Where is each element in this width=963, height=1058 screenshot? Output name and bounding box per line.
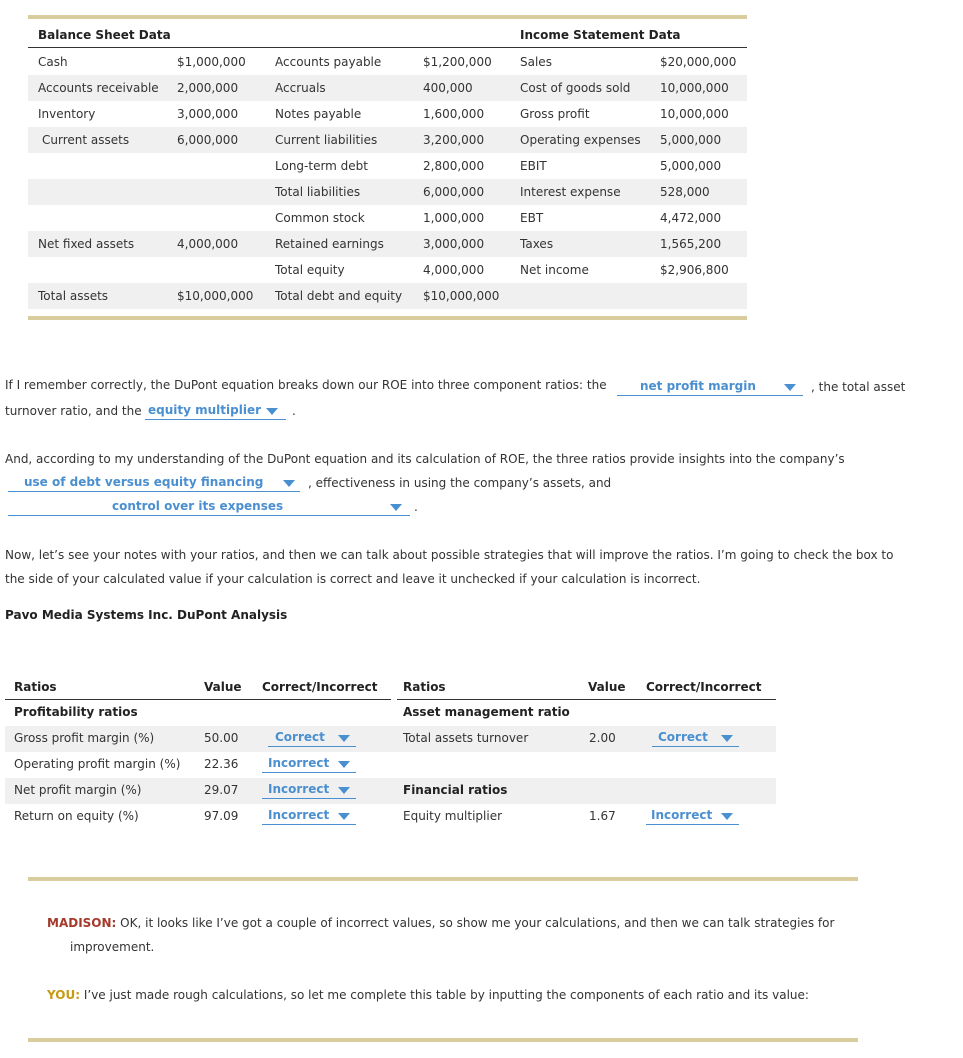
is-label: EBT — [520, 211, 544, 225]
para2-line1: And, according to my understanding of the DuPont equation and its calculation of ROE, the three ratios provide insights into the company’s — [5, 452, 845, 466]
bs-asset-value: 2,000,000 — [177, 81, 239, 95]
is-value: 5,000,000 — [660, 133, 722, 147]
bs-asset-label: Cash — [38, 55, 68, 69]
bs-asset-label: Total assets — [38, 289, 109, 303]
is-label: Cost of goods sold — [520, 81, 631, 95]
ratio-1-dropdown[interactable] — [617, 378, 803, 396]
bs-liability-label: Total debt and equity — [275, 289, 403, 303]
is-label: Gross profit — [520, 107, 590, 121]
bs-liability-label: Long-term debt — [275, 159, 369, 173]
bs-liability-label: Accounts payable — [275, 55, 382, 69]
bs-asset-value: 6,000,000 — [177, 133, 239, 147]
chevron-down-icon — [721, 735, 733, 742]
row-shade — [28, 231, 747, 257]
madison-speaker: MADISON: — [47, 916, 117, 930]
you-text: I’ve just made rough calculations, so let me complete this table by inputting the components of each ratio and its value: — [83, 988, 809, 1002]
chevron-down-icon — [283, 480, 295, 487]
income-statement-title: Income Statement Data — [520, 28, 681, 42]
status-selected: Correct — [658, 730, 708, 744]
bs-liability-value: 3,200,000 — [423, 133, 485, 147]
ratio-name: Net profit margin (%) — [14, 783, 142, 797]
col-header-correct-incorrect: Correct/Incorrect — [262, 680, 378, 694]
row-shade — [28, 179, 747, 205]
status-selected: Incorrect — [268, 782, 330, 796]
para3-line1: Now, let’s see your notes with your ratios, and then we can talk about possible strategies that will improve the ratios. I’m going to check the box to — [5, 548, 894, 562]
header-rule — [28, 47, 747, 48]
bs-asset-value: $1,000,000 — [177, 55, 246, 69]
para1-end: . — [292, 404, 296, 418]
col-header-ratios: Ratios — [14, 680, 57, 694]
chevron-down-icon — [338, 787, 350, 794]
insight-1-dropdown[interactable] — [8, 474, 300, 492]
chevron-down-icon — [390, 504, 402, 511]
chevron-down-icon — [266, 408, 278, 415]
is-value: 1,565,200 — [660, 237, 722, 251]
dialog-bottom-border — [28, 1038, 858, 1042]
ratio-name: Total assets turnover — [403, 731, 529, 745]
ratio-value: 22.36 — [204, 757, 239, 771]
madison-text: OK, it looks like I’ve got a couple of incorrect values, so show me your calculations, and then we can talk strategies for — [120, 916, 835, 930]
para1-text: If I remember correctly, the DuPont equation breaks down our ROE into three component ratios: the — [5, 378, 607, 392]
is-label: Operating expenses — [520, 133, 641, 147]
is-label: Interest expense — [520, 185, 621, 199]
is-value: $20,000,000 — [660, 55, 737, 69]
bs-asset-label: Current assets — [42, 133, 130, 147]
ratio-name: Gross profit margin (%) — [14, 731, 155, 745]
bs-liability-value: $1,200,000 — [423, 55, 492, 69]
col-header-correct-incorrect: Correct/Incorrect — [646, 680, 762, 694]
ratio-value: 1.67 — [589, 809, 616, 823]
is-value: 5,000,000 — [660, 159, 722, 173]
bs-liability-value: 2,800,000 — [423, 159, 485, 173]
ratio-name: Return on equity (%) — [14, 809, 139, 823]
ratio-value: 2.00 — [589, 731, 616, 745]
status-selected: Incorrect — [268, 756, 330, 770]
balance-sheet-title: Balance Sheet Data — [38, 28, 171, 42]
insight-3-selected: control over its expenses — [112, 499, 284, 513]
bs-liability-value: 400,000 — [423, 81, 473, 95]
bs-liability-label: Notes payable — [275, 107, 362, 121]
madison-line2: improvement. — [70, 940, 155, 954]
col-header-value: Value — [588, 680, 626, 694]
bs-asset-value: 4,000,000 — [177, 237, 239, 251]
insight-3-dropdown[interactable] — [8, 498, 410, 516]
bs-liability-label: Current liabilities — [275, 133, 378, 147]
is-label: Taxes — [520, 237, 554, 251]
bs-asset-label: Inventory — [38, 107, 96, 121]
status-dropdown[interactable] — [262, 755, 356, 773]
para3-line2: the side of your calculated value if your calculation is correct and leave it unchecked if your calculation is incorrect. — [5, 572, 701, 586]
chevron-down-icon — [721, 813, 733, 820]
ratio-value: 29.07 — [204, 783, 239, 797]
is-value: 10,000,000 — [660, 81, 729, 95]
is-value: $2,906,800 — [660, 263, 729, 277]
para1-line2: turnover ratio, and the — [5, 404, 142, 418]
status-dropdown-equity-multiplier[interactable] — [646, 807, 739, 825]
chevron-down-icon — [338, 735, 350, 742]
bottom-border — [28, 316, 747, 320]
status-dropdown[interactable] — [268, 729, 356, 747]
ratio-header-rule — [397, 699, 776, 700]
is-value: 528,000 — [660, 185, 710, 199]
bs-asset-label: Net fixed assets — [38, 237, 135, 251]
is-value: 10,000,000 — [660, 107, 729, 121]
status-dropdown[interactable] — [262, 807, 356, 825]
chevron-down-icon — [338, 813, 350, 820]
ratio-name: Operating profit margin (%) — [14, 757, 181, 771]
ratio-name: Equity multiplier — [403, 809, 503, 823]
section-profitability: Profitability ratios — [14, 705, 138, 719]
bs-liability-value: $10,000,000 — [423, 289, 500, 303]
is-value: 4,472,000 — [660, 211, 722, 225]
col-header-value: Value — [204, 680, 242, 694]
section-asset-management: Asset management ratio — [403, 705, 570, 719]
status-selected: Correct — [275, 730, 325, 744]
dialog-top-border — [28, 877, 858, 881]
bs-liability-value: 4,000,000 — [423, 263, 485, 277]
you-line — [47, 988, 809, 1002]
bs-liability-label: Common stock — [275, 211, 365, 225]
bs-asset-value: 3,000,000 — [177, 107, 239, 121]
bs-asset-value: $10,000,000 — [177, 289, 254, 303]
para1-text-mid: , the total asset — [811, 380, 906, 394]
bs-liability-label: Accruals — [275, 81, 326, 95]
ratio-value: 50.00 — [204, 731, 239, 745]
madison-line1 — [47, 916, 834, 930]
analysis-title: Pavo Media Systems Inc. DuPont Analysis — [5, 608, 288, 622]
bs-liability-value: 1,600,000 — [423, 107, 485, 121]
you-speaker: YOU: — [47, 988, 81, 1002]
ratio-value: 97.09 — [204, 809, 239, 823]
status-selected: Incorrect — [651, 808, 713, 822]
ratio-3-dropdown[interactable] — [145, 402, 286, 420]
bs-liability-value: 1,000,000 — [423, 211, 485, 225]
top-border — [28, 15, 747, 19]
para1-line1 — [5, 378, 607, 392]
chevron-down-icon — [784, 384, 796, 391]
section-financial: Financial ratios — [403, 783, 508, 797]
is-label: Net income — [520, 263, 589, 277]
status-dropdown-total-assets-turnover[interactable] — [652, 729, 739, 747]
ratio-1-selected: net profit margin — [640, 379, 756, 393]
col-header-ratios: Ratios — [403, 680, 446, 694]
bs-liability-label: Total equity — [275, 263, 345, 277]
bs-liability-value: 6,000,000 — [423, 185, 485, 199]
ratio-3-selected: equity multiplier — [148, 403, 262, 417]
chevron-down-icon — [338, 761, 350, 768]
bs-liability-value: 3,000,000 — [423, 237, 485, 251]
status-selected: Incorrect — [268, 808, 330, 822]
para2-end: . — [414, 500, 418, 514]
status-dropdown[interactable] — [262, 781, 356, 799]
para2-mid: , effectiveness in using the company’s assets, and — [308, 476, 612, 490]
ratio-header-rule — [5, 699, 391, 700]
is-label: EBIT — [520, 159, 547, 173]
insight-1-selected: use of debt versus equity financing — [24, 475, 264, 489]
is-label: Sales — [520, 55, 552, 69]
bs-liability-label: Total liabilities — [275, 185, 361, 199]
bs-liability-label: Retained earnings — [275, 237, 384, 251]
bs-asset-label: Accounts receivable — [38, 81, 159, 95]
